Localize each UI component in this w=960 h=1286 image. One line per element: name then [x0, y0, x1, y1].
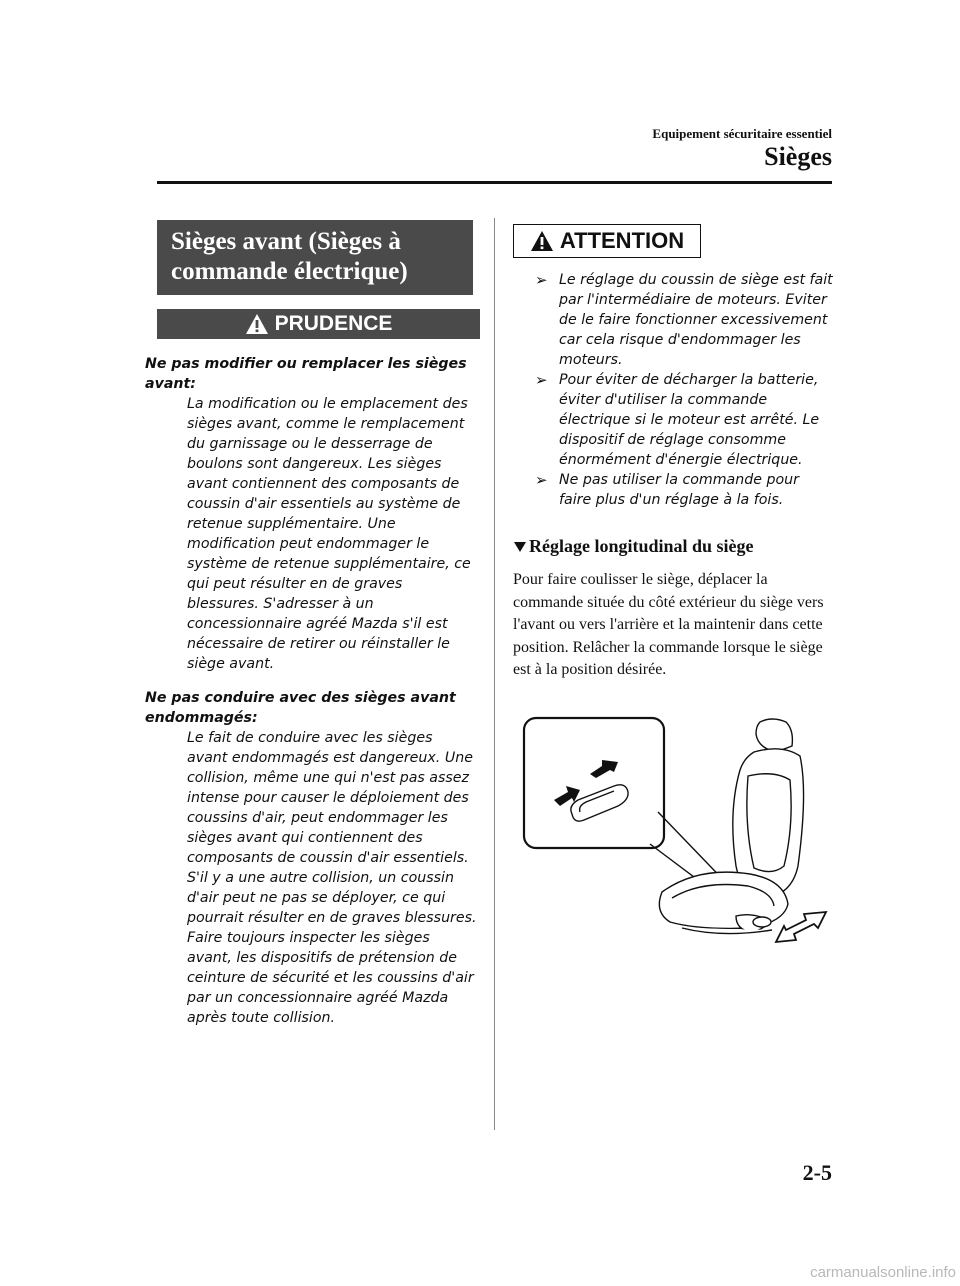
- warning-text: Le fait de conduire avec les sièges avant endommagés est dangereux. Une collision, même une qui n'est pas assez intense pour causer le déploiement des coussins d'air, peut endommager les sièges avant qui contiennent des composants de coussin d'air essentiels. S'il y a une autre collision, un coussin d'air peut ne pas se déployer, ce qui pourrait résulter en de graves blessures. Faire toujours inspecter les sièges avant, les dispositifs de prétension de ceinture de sécurité et les coussins d'air par un concessionnaire agréé Mazda après toute collision.: [187, 730, 477, 1026]
- attention-label: ATTENTION: [559, 228, 685, 253]
- left-column: [145, 220, 477, 1028]
- triangle-down-icon: [513, 541, 527, 553]
- subheading-text: Réglage longitudinal du siège: [529, 536, 754, 556]
- warning-lead: Ne pas conduire avec des sièges avant endommagés:: [145, 690, 456, 726]
- arrowhead-bullet-icon: ➢: [535, 371, 548, 389]
- page-title: Sièges: [764, 142, 832, 171]
- list-item-text: Le réglage du coussin de siège est fait par l'intermédiaire de moteurs. Eviter de le faire fonctionner excessivement car cela risque d'endommager les moteurs.: [559, 272, 833, 368]
- body-paragraph: Pour faire coulisser le siège, déplacer la commande située du côté extérieur du siège vers l'avant ou vers l'arrière et la maintenir dans cette position. Relâcher la commande lorsque le siège est à la position désirée.: [513, 571, 824, 678]
- warning-triangle-icon: [530, 230, 554, 252]
- warning-triangle-icon: [245, 313, 269, 335]
- attention-badge: [513, 224, 701, 258]
- warning-lead: Ne pas modifier ou remplacer les sièges avant:: [145, 356, 467, 392]
- column-divider: [494, 218, 495, 1130]
- seat-drawing: [659, 719, 803, 934]
- prudence-badge: [157, 309, 480, 339]
- header-subtitle: Equipement sécuritaire essentiel: [652, 126, 832, 141]
- list-item: [535, 370, 835, 470]
- header-rule: [157, 181, 832, 184]
- section-title: Sièges avant (Sièges à commande électrique): [157, 220, 473, 295]
- list-item-text: Pour éviter de décharger la batterie, éviter d'utiliser la commande électrique si le moteur est arrêté. Le dispositif de réglage consomme énormément d'énergie électrique.: [559, 372, 820, 468]
- warning-block-2: [145, 688, 477, 1028]
- page-number: 2-5: [802, 1160, 832, 1185]
- arrowhead-bullet-icon: ➢: [535, 471, 548, 489]
- list-item: [535, 270, 835, 370]
- double-arrow-icon: [776, 912, 826, 942]
- list-item-text: Ne pas utiliser la commande pour faire plus d'un réglage à la fois.: [559, 472, 800, 508]
- right-column: [513, 224, 835, 682]
- watermark: carmanualsonline.info: [810, 1264, 956, 1281]
- seat-illustration: [522, 716, 834, 946]
- subheading: [513, 536, 835, 557]
- attention-list: [535, 270, 835, 510]
- arrowhead-bullet-icon: ➢: [535, 271, 548, 289]
- list-item: [535, 470, 835, 510]
- warning-block-1: [145, 354, 477, 674]
- warning-text: La modification ou le emplacement des sièges avant, comme le remplacement du garnissage ou le desserrage de boulons sont dangereux. Les sièges avant contiennent des composants de coussin d'air essentiels au système de retenue supplémentaire. Une modification peut endommager le système de retenue supplémentaire, ce qui peut résulter en de graves blessures. S'adresser à un concessionnaire agréé Mazda s'il est nécessaire de retirer ou réinstaller le siège avant.: [187, 396, 471, 672]
- prudence-label: PRUDENCE: [274, 312, 393, 335]
- inset-frame: [524, 718, 664, 848]
